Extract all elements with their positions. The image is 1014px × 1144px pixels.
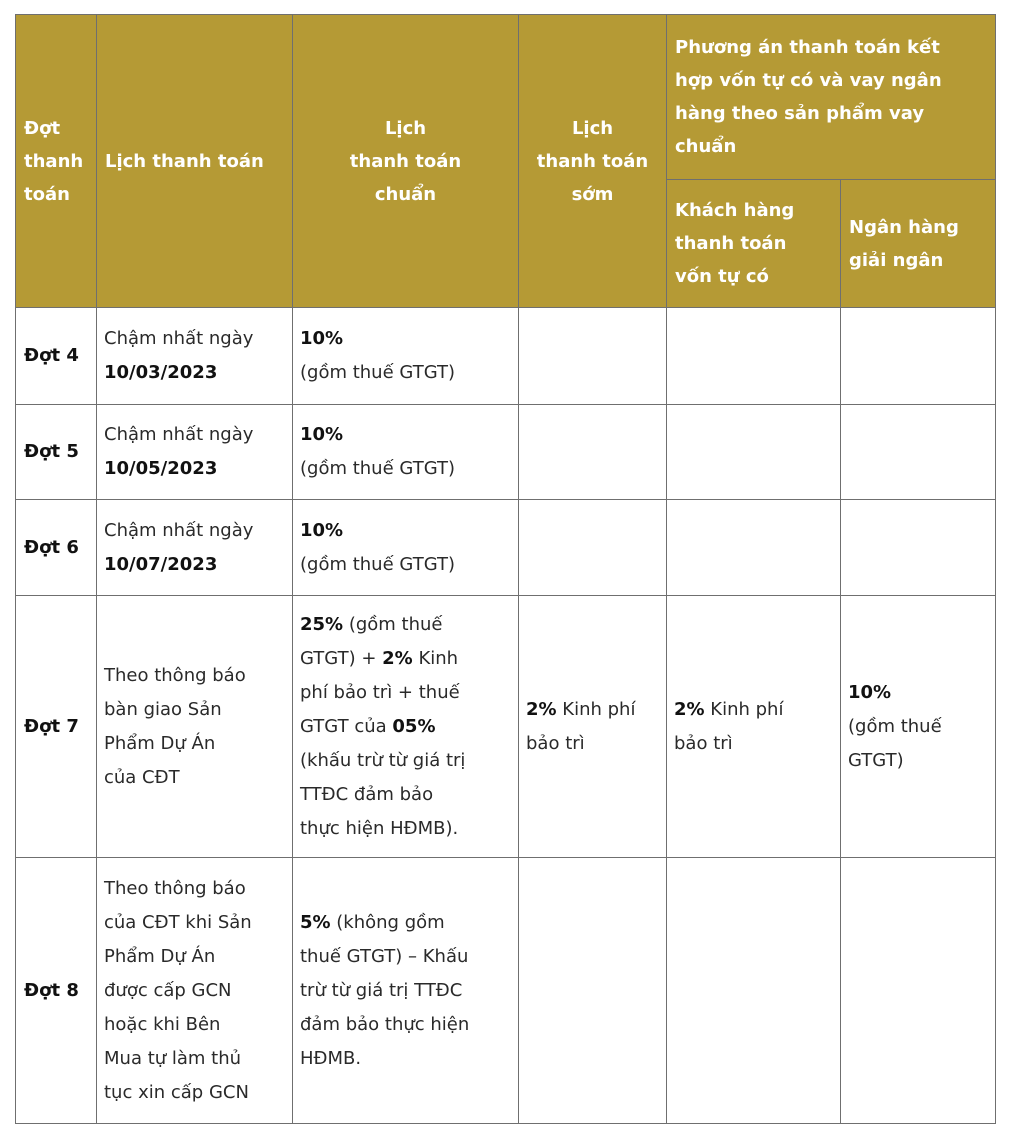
early-text: bảo trì: [526, 732, 585, 754]
header-bank-disbursement: [841, 180, 996, 308]
schedule-text: Theo thông báo: [104, 664, 246, 686]
schedule-text: Phẩm Dự Án: [104, 732, 216, 754]
standard-text: GTGT của: [300, 715, 393, 737]
table-row: [16, 500, 996, 596]
standard-text: thuế GTGT) – Khấu: [300, 945, 469, 967]
schedule-text: Phẩm Dự Án: [104, 945, 216, 967]
standard-percent: 10%: [300, 328, 344, 349]
schedule-text: bàn giao Sản: [104, 698, 222, 720]
schedule-date: 10/03/2023: [104, 362, 218, 383]
schedule-cell: [97, 405, 293, 500]
standard-text: đảm bảo thực hiện: [300, 1013, 470, 1035]
standard-note: (gồm thuế GTGT): [300, 362, 456, 383]
header-combined-line: hợp vốn tự có và vay ngân: [675, 70, 942, 91]
standard-bold: 2%: [382, 647, 413, 669]
own-capital-line: [674, 693, 833, 727]
header-bank-line: Ngân hàng: [849, 216, 959, 238]
schedule-cell: [97, 596, 293, 858]
schedule-cell: [97, 308, 293, 405]
schedule-text: hoặc khi Bên: [104, 1013, 221, 1035]
standard-cell: [293, 500, 519, 596]
schedule-text: của CĐT khi Sản: [104, 911, 252, 933]
header-standard-line: chuẩn: [374, 183, 437, 205]
standard-cell: [293, 405, 519, 500]
header-combined-line: Phương án thanh toán kết: [675, 37, 940, 58]
standard-percent: 10%: [300, 424, 344, 445]
early-cell: [519, 596, 667, 858]
header-schedule-label: Lịch thanh toán: [105, 150, 264, 172]
standard-line: [300, 642, 511, 676]
standard-text: (gồm thuế: [343, 613, 443, 635]
schedule-text: Mua tự làm thủ: [104, 1047, 242, 1069]
header-standard: [293, 15, 519, 308]
batch-cell: Đợt 7: [16, 596, 97, 858]
header-combined-line: hàng theo sản phẩm vay: [675, 103, 925, 124]
schedule-date: 10/07/2023: [104, 553, 218, 575]
header-batch: [16, 15, 97, 308]
own-capital-cell: [667, 858, 841, 1124]
schedule-date: 10/05/2023: [104, 458, 218, 479]
own-capital-cell: [667, 596, 841, 858]
standard-bold: 05%: [392, 715, 436, 737]
standard-text: Kinh: [412, 647, 459, 669]
standard-cell: [293, 858, 519, 1124]
standard-text: trừ từ giá trị TTĐC: [300, 979, 463, 1001]
batch-cell: Đợt 5: [16, 405, 97, 500]
header-schedule: [97, 15, 293, 308]
table-row: [16, 405, 996, 500]
standard-cell: [293, 308, 519, 405]
early-bold: 2%: [526, 698, 557, 720]
standard-bold: 25%: [300, 613, 344, 635]
schedule-text: Chậm nhất ngày: [104, 424, 254, 445]
header-batch-line: toán: [24, 183, 70, 205]
schedule-text: tục xin cấp GCN: [104, 1081, 249, 1103]
header-combined-line: chuẩn: [675, 136, 737, 157]
early-cell: [519, 500, 667, 596]
header-customer-own-capital: [667, 180, 841, 308]
own-capital-cell: [667, 500, 841, 596]
own-capital-text: bảo trì: [674, 732, 733, 754]
own-capital-bold: 2%: [674, 698, 705, 720]
bank-cell: [841, 500, 996, 596]
own-capital-cell: [667, 405, 841, 500]
header-customer-line: vốn tự có: [675, 266, 769, 287]
header-standard-line: thanh toán: [349, 150, 462, 172]
own-capital-text: Kinh phí: [704, 698, 784, 720]
schedule-text: của CĐT: [104, 766, 180, 788]
early-cell: [519, 405, 667, 500]
header-combined-plan: [667, 15, 996, 180]
header-customer-line: thanh toán: [675, 233, 787, 254]
header-bank-line: giải ngân: [849, 249, 944, 271]
bank-text: GTGT): [848, 749, 904, 771]
bank-cell: [841, 858, 996, 1124]
bank-cell: [841, 596, 996, 858]
table-row: [16, 596, 996, 858]
table-row: [16, 308, 996, 405]
header-early: [519, 15, 667, 308]
standard-text: thực hiện HĐMB).: [300, 817, 459, 839]
schedule-text: được cấp GCN: [104, 979, 232, 1001]
early-line: [526, 693, 659, 727]
own-capital-cell: [667, 308, 841, 405]
standard-text: GTGT) +: [300, 647, 383, 669]
standard-note: (gồm thuế GTGT): [300, 553, 456, 575]
header-row-1: [16, 15, 996, 180]
header-early-line: Lịch: [571, 117, 614, 139]
standard-bold: 5%: [300, 911, 331, 933]
standard-text: (không gồm: [330, 911, 445, 933]
standard-note: (gồm thuế GTGT): [300, 458, 456, 479]
standard-line: [300, 710, 511, 744]
header-early-line: sớm: [571, 183, 614, 205]
header-batch-line: thanh: [24, 150, 84, 172]
header-early-line: thanh toán: [536, 150, 649, 172]
header-batch-line: Đợt: [24, 117, 61, 139]
early-text: Kinh phí: [556, 698, 636, 720]
standard-text: phí bảo trì + thuế: [300, 681, 460, 703]
batch-cell: Đợt 4: [16, 308, 97, 405]
schedule-text: Chậm nhất ngày: [104, 328, 254, 349]
early-cell: [519, 308, 667, 405]
payment-schedule-table: [15, 14, 996, 1124]
schedule-cell: [97, 500, 293, 596]
payment-schedule-table-container: [15, 14, 996, 1124]
schedule-text: Theo thông báo: [104, 877, 246, 899]
standard-percent: 10%: [300, 519, 344, 541]
batch-cell: Đợt 6: [16, 500, 97, 596]
header-customer-line: Khách hàng: [675, 200, 795, 221]
standard-text: (khấu trừ từ giá trị: [300, 749, 466, 771]
standard-cell: [293, 596, 519, 858]
bank-bold: 10%: [848, 681, 892, 703]
bank-text: (gồm thuế: [848, 715, 942, 737]
standard-line: [300, 906, 511, 940]
bank-cell: [841, 308, 996, 405]
schedule-cell: [97, 858, 293, 1124]
early-cell: [519, 858, 667, 1124]
standard-text: TTĐC đảm bảo: [300, 783, 434, 805]
bank-cell: [841, 405, 996, 500]
standard-line: [300, 608, 511, 642]
table-row: [16, 858, 996, 1124]
schedule-text: Chậm nhất ngày: [104, 519, 254, 541]
batch-cell: Đợt 8: [16, 858, 97, 1124]
header-standard-line: Lịch: [384, 117, 427, 139]
standard-text: HĐMB.: [300, 1047, 362, 1069]
